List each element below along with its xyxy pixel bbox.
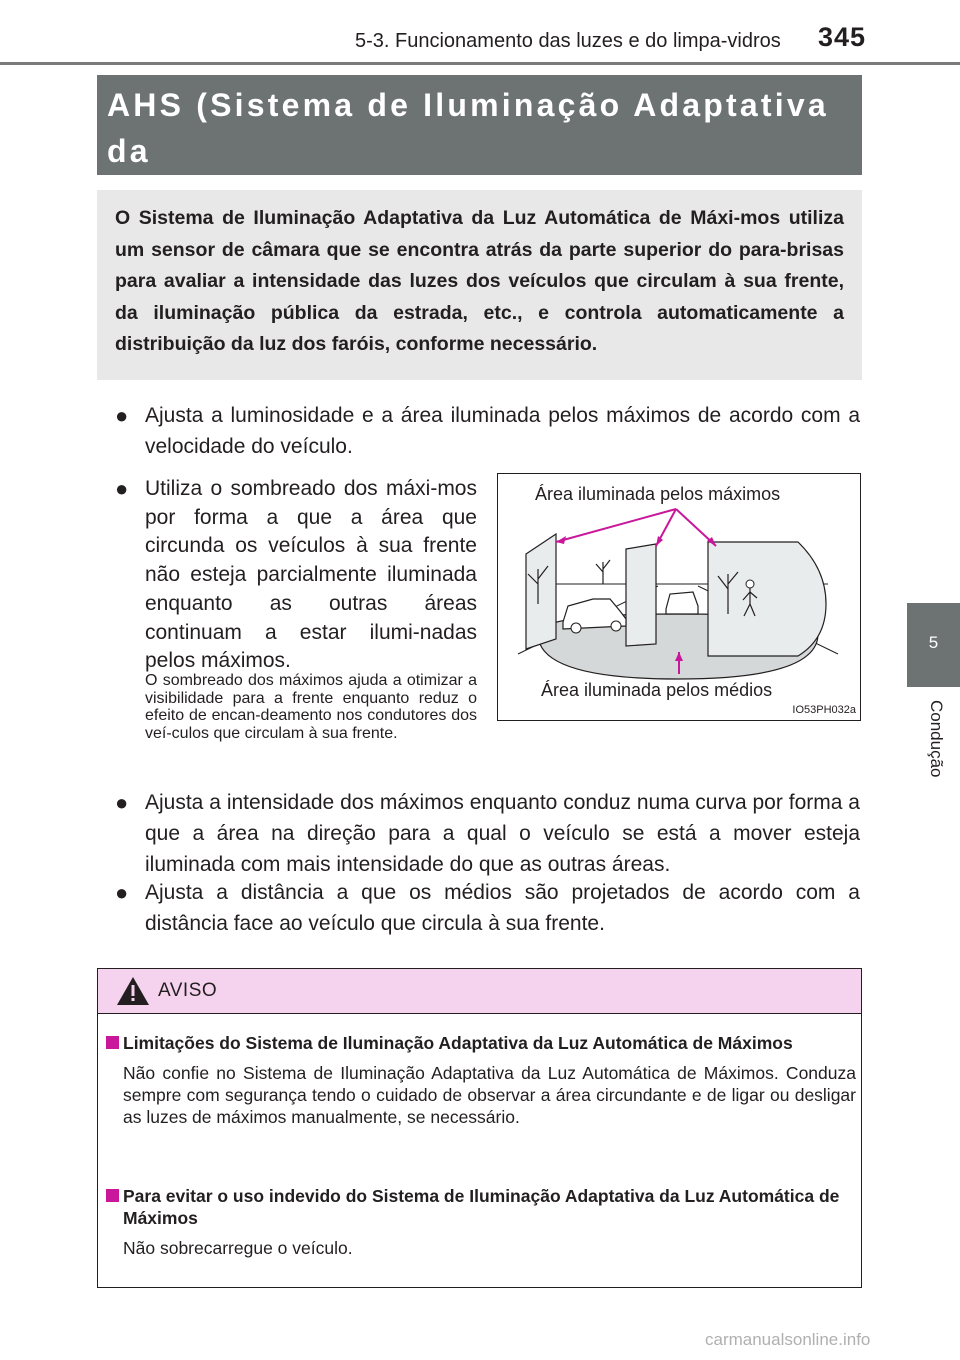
chapter-label: Condução: [927, 700, 946, 778]
bullet-text: Ajusta a intensidade dos máximos enquanto conduz numa curva por forma a que a área na direção para a qual o veículo se está a mover esteja iluminada com mais intensidade do que as outras áreas.: [145, 791, 860, 876]
warning-item-title: Limitações do Sistema de Iluminação Adaptativa da Luz Automática de Máximos: [123, 1033, 793, 1053]
header-divider: [0, 62, 960, 65]
page-number: 345: [818, 22, 867, 52]
chapter-tab: 5: [907, 603, 960, 687]
page-title-line-1: AHS (Sistema de Iluminação Adaptativa da: [107, 87, 829, 169]
bullet-text: Ajusta a luminosidade e a área iluminada pelos máximos de acordo com a velocidade do veículo.: [145, 404, 860, 458]
low-beam-area-label: Área iluminada pelos médios: [541, 680, 773, 700]
warning-title: AVISO: [158, 980, 218, 1001]
header-section-title: 5-3. Funcionamento das luzes e do limpa-vidros: [355, 30, 781, 52]
bullet-text: Utiliza o sombreado dos máxi-mos por forma a que a área que circunda os veículos à sua frente não esteja parcialmente iluminada enquanto as outras áreas continuam a estar ilumi-nadas pelos máximos.: [145, 477, 477, 673]
warning-item-body: Não confie no Sistema de Iluminação Adaptativa da Luz Automática de Máximos. Conduza sempre com segurança tendo o cuidado de observar a área circundante e de ligar ou desligar as luzes de máximos manualmente, se necessário.: [123, 1063, 856, 1127]
bullet-icon: ●: [115, 880, 129, 905]
warning-item-body: Não sobrecarregue o veículo.: [123, 1238, 353, 1258]
bullet-icon: ●: [115, 790, 129, 815]
bullet-icon: ●: [115, 403, 129, 428]
bullet-icon: ●: [115, 476, 129, 501]
warning-box: [97, 968, 862, 1288]
figure-code: IO53PH032a: [792, 704, 856, 716]
intro-summary: O Sistema de Iluminação Adaptativa da Luz Automática de Máxi-mos utiliza um sensor de câmara que se encontra atrás da parte superior do para-brisas para avaliar a intensidade das luzes dos veículos que circulam à sua frente, da iluminação pública da estrada, etc., e controla automaticamente a distribuição da luz dos faróis, conforme necessário.: [97, 190, 862, 380]
warning-item: [106, 1032, 856, 1128]
warning-item: [106, 1185, 856, 1259]
headlight-illustration: [497, 473, 861, 721]
bullet-item: [115, 400, 860, 462]
bullet-text: Ajusta a distância a que os médios são projetados de acordo com a distância face ao veículo que circula à sua frente.: [145, 881, 860, 935]
bullet-item: [115, 475, 477, 676]
bullet-note: O sombreado dos máximos ajuda a otimizar a visibilidade para a frente enquanto reduz o efeito de encan-deamento nos condutores dos veí-culos que circulam à sua frente.: [145, 672, 477, 742]
warning-header: [98, 969, 861, 1014]
page-title: [97, 75, 862, 175]
bullet-item: [115, 877, 860, 939]
high-beam-area-label: Área iluminada pelos máximos: [535, 484, 781, 504]
square-bullet-icon: [106, 1036, 119, 1049]
warning-item-title: Para evitar o uso indevido do Sistema de Iluminação Adaptativa da Luz Automática de Máximos: [123, 1186, 840, 1228]
bullet-item: [115, 787, 860, 880]
warning-triangle-icon: [116, 976, 150, 1006]
watermark: carmanualsonline.info: [705, 1330, 871, 1349]
square-bullet-icon: [106, 1189, 119, 1202]
